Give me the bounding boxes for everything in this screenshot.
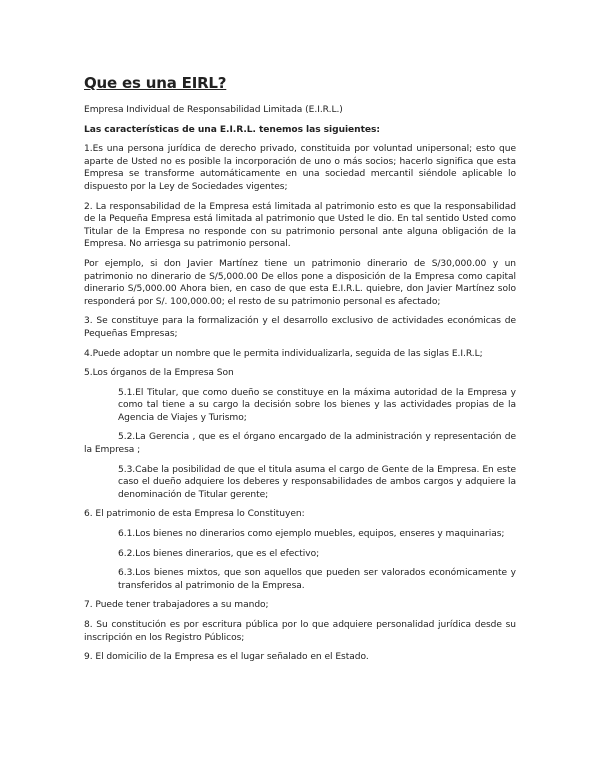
document-title: Que es una EIRL? [84, 74, 227, 92]
paragraph-4: 4.Puede adoptar un nombre que le permita individualizarla, seguida de las siglas E.I.R.L; [84, 348, 483, 359]
paragraph-6: 6. El patrimonio de esta Empresa lo Constituyen: [84, 509, 305, 520]
paragraph-5: 5.Los órganos de la Empresa Son [84, 368, 234, 379]
document-page [84, 74, 516, 671]
paragraph-3: 3. Se constituye para la formalización y el desarrollo exclusivo de actividades económicas de Pequeñas Empresas; [84, 316, 516, 339]
paragraph-6-3: 6.3.Los bienes mixtos, que son aquellos que pueden ser valorados económicamente y transferidos al patrimonio de la Empresa. [118, 568, 516, 591]
paragraph-9: 9. El domicilio de la Empresa es el lugar señalado en el Estado. [84, 652, 369, 663]
paragraph-5-3: 5.3.Cabe la posibilidad de que el titula asuma el cargo de Gente de la Empresa. En este caso el dueño adquiere los deberes y responsabilidades de ambos cargos y adquiere la denominación de Titular gerente; [118, 464, 516, 500]
paragraph-1: 1.Es una persona jurídica de derecho privado, constituida por voluntad unipersonal; esto que aparte de Usted no es posible la incorporación de uno o más socios; hacerlo significa que esta Empresa se transforme automáticamente en una sociedad mercantil siéndole aplicable lo dispuesto por la Ley de Sociedades vigentes; [84, 144, 516, 192]
paragraph-5-2: 5.2.La Gerencia , que es el órgano encargado de la administración y representación de la Empresa ; [84, 432, 516, 456]
paragraph-7: 7. Puede tener trabajadores a su mando; [84, 600, 269, 611]
document-subtitle: Empresa Individual de Responsabilidad Limitada (E.I.R.L.) [84, 105, 343, 115]
paragraph-6-1: 6.1.Los bienes no dinerarios como ejemplo muebles, equipos, enseres y maquinarias; [118, 529, 505, 540]
paragraph-example: Por ejemplo, si don Javier Martínez tiene un patrimonio dinerario de S/30,000.00 y un patrimonio no dinerario de S/5,000.00 De ellos pone a disposición de la Empresa como capital dinerario S/5,000.00 Ahora bien, en caso de que esta E.I.R.L. quiebre, don Javier Martínez solo responderá por S/. 100,000.00; el resto de su patrimonio personal es afectado; [84, 258, 516, 307]
paragraph-6-2: 6.2.Los bienes dinerarios, que es el efectivo; [118, 548, 320, 559]
paragraph-2: 2. La responsabilidad de la Empresa está limitada al patrimonio esto es que la responsabilidad de la Pequeña Empresa está limitada al patrimonio que Usted le dio. En tal sentido Usted como Titular de la Empresa no responde con su patrimonio personal ante alguna obligación de la Empresa. No arriesga su patrimonio personal. [84, 201, 516, 250]
paragraph-5-1: 5.1.El Titular, que como dueño se constituye en la máxima autoridad de la Empresa y como tal tiene a su cargo la decisión sobre los bienes y las actividades propias de la Agencia de Viajes y Turismo; [118, 387, 516, 423]
characteristics-heading: Las características de una E.I.R.L. tenemos las siguientes: [84, 124, 380, 135]
paragraph-8: 8. Su constitución es por escritura pública por lo que adquiere personalidad jurídica desde su inscripción en los Registro Públicos; [84, 620, 516, 643]
